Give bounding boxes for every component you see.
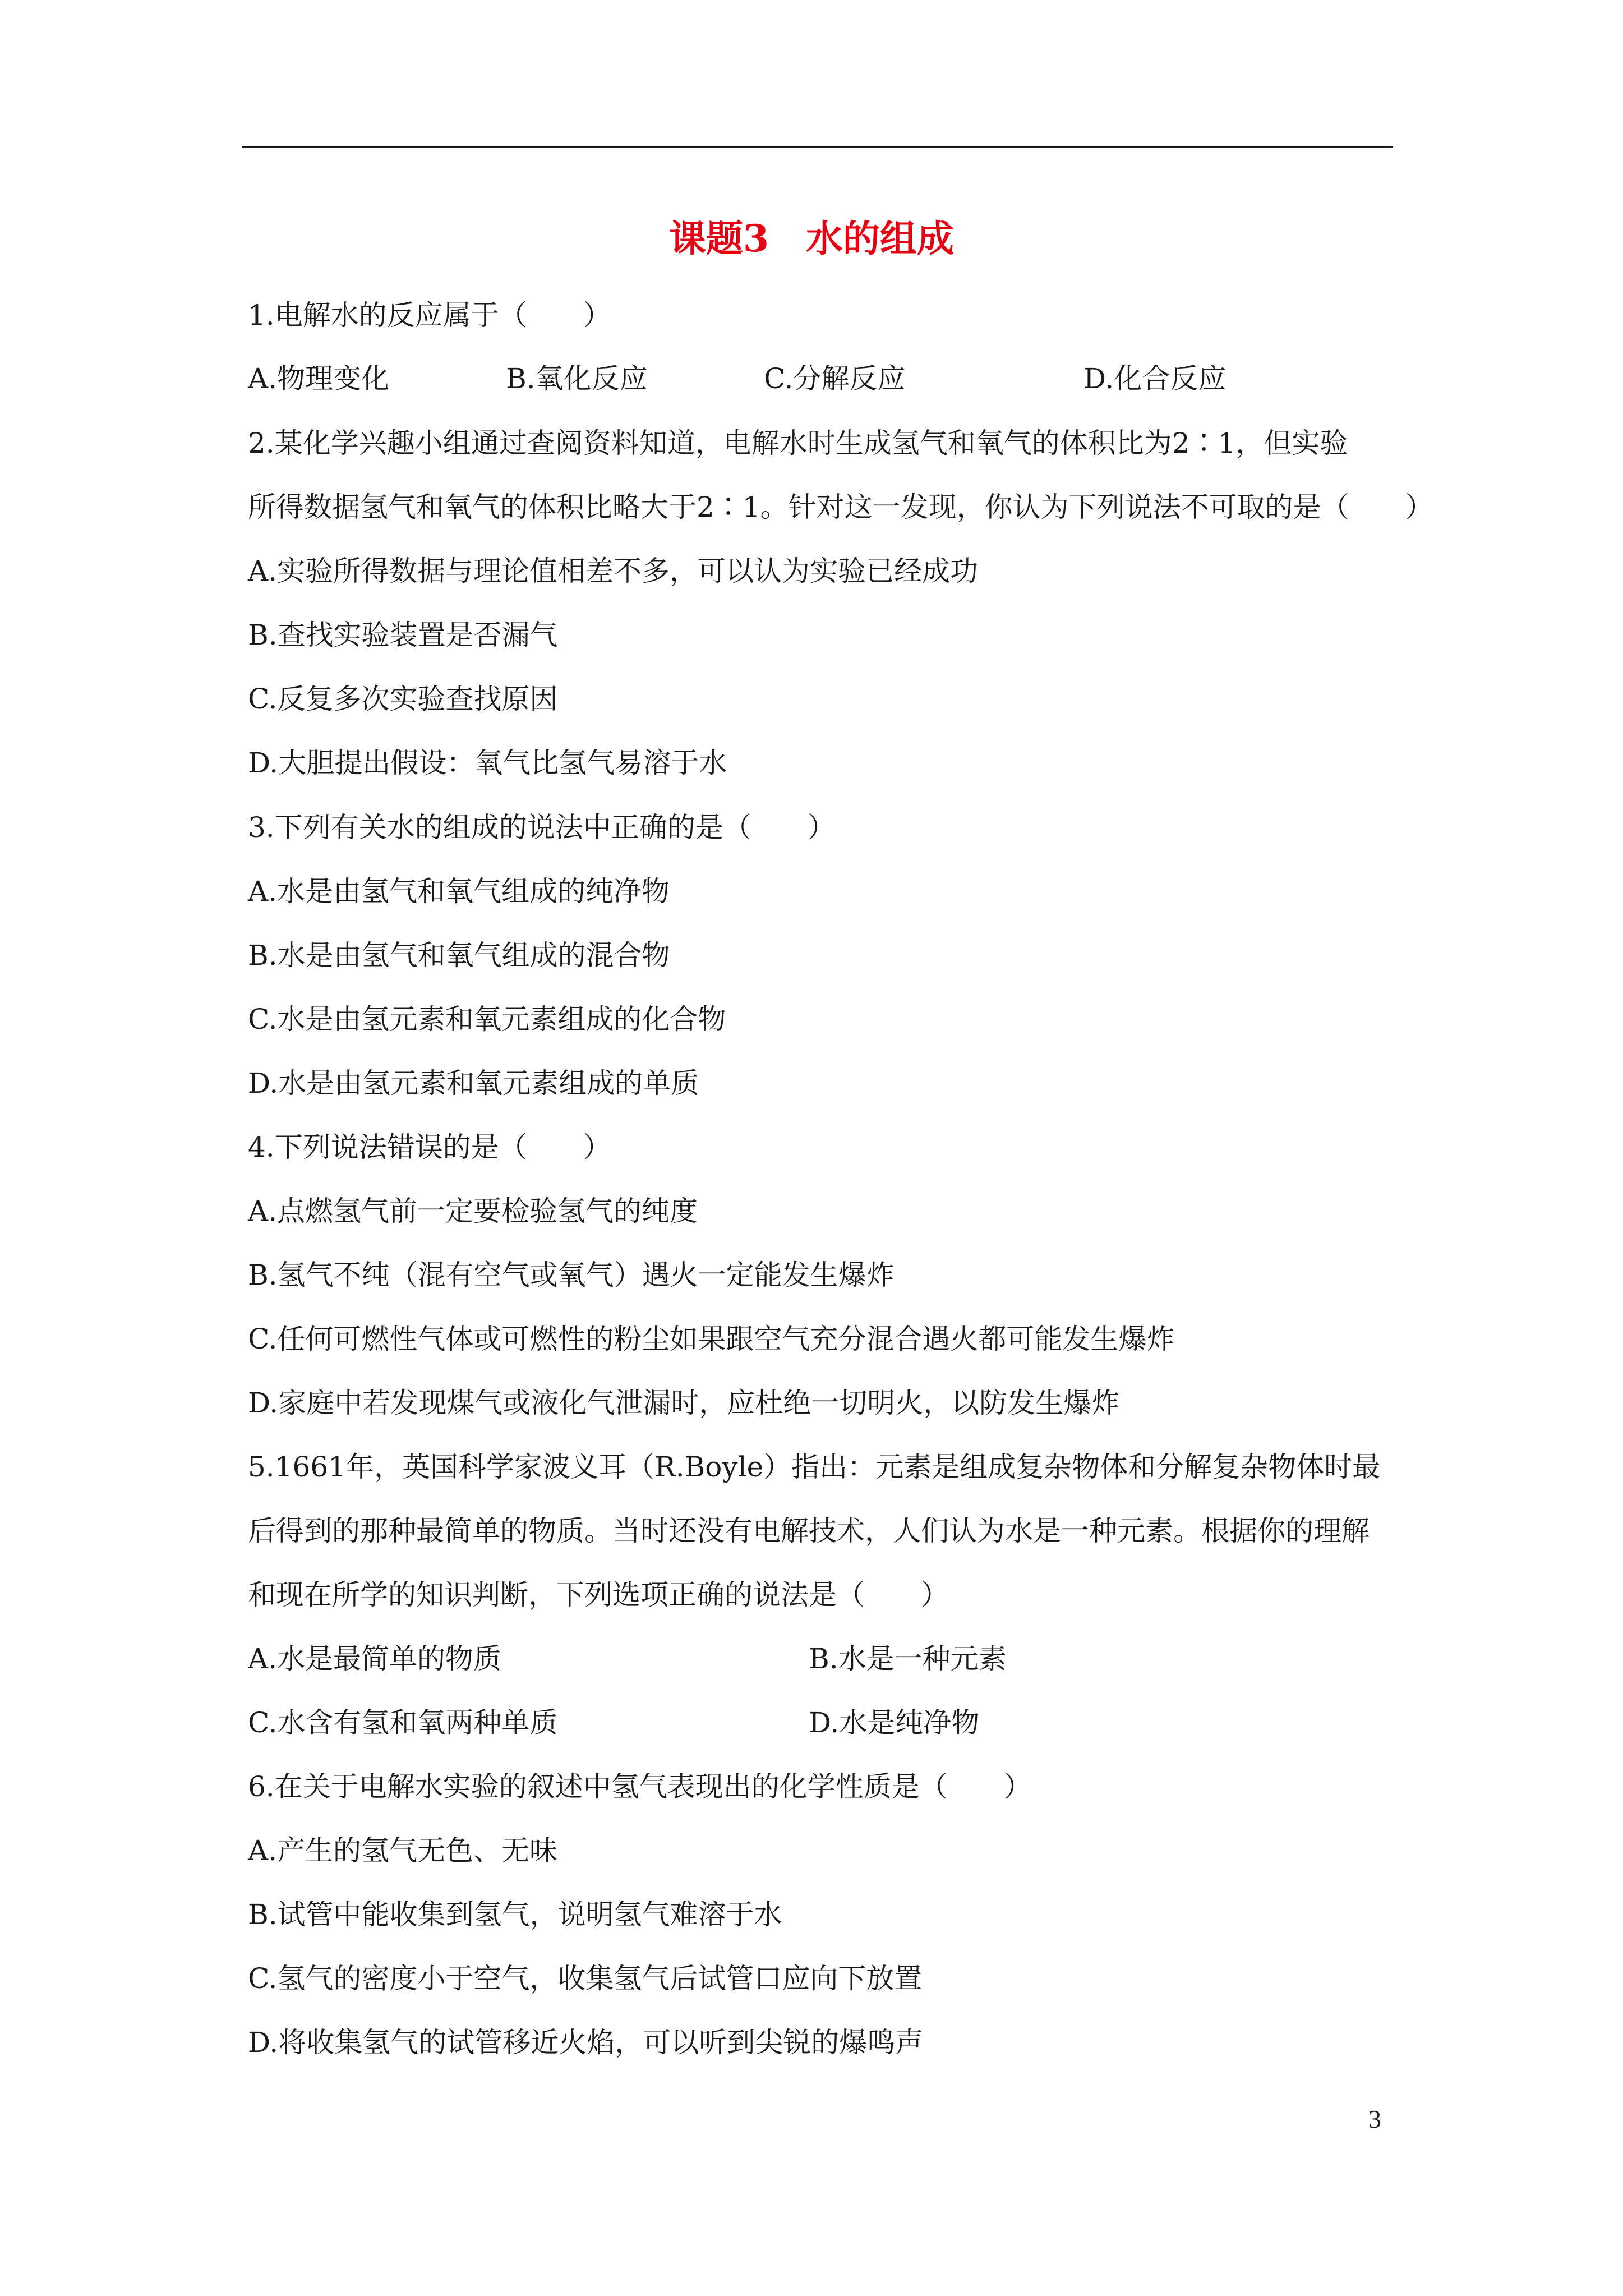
header-rule bbox=[242, 146, 1393, 148]
q2-option-a: A.实验所得数据与理论值相差不多，可以认为实验已经成功 bbox=[248, 555, 979, 587]
q6-option-a: A.产生的氢气无色、无味 bbox=[248, 1834, 558, 1867]
q4-option-d: D.家庭中若发现煤气或液化气泄漏时，应杜绝一切明火，以防发生爆炸 bbox=[248, 1387, 1120, 1419]
q1-stem: 1.电解水的反应属于（ ） bbox=[248, 299, 611, 332]
q1-option-b: B.氧化反应 bbox=[506, 362, 648, 395]
q3-option-a: A.水是由氢气和氧气组成的纯净物 bbox=[248, 875, 670, 908]
q5-option-a: A.水是最简单的物质 bbox=[248, 1642, 502, 1675]
q4-option-a: A.点燃氢气前一定要检验氢气的纯度 bbox=[248, 1195, 698, 1227]
q5-stem-line-1: 5.1661年，英国科学家波义耳（R.Boyle）指出：元素是组成复杂物体和分解复杂物体时最 bbox=[248, 1451, 1381, 1483]
q3-option-b: B.水是由氢气和氧气组成的混合物 bbox=[248, 939, 670, 972]
q5-option-d: D.水是纯净物 bbox=[809, 1706, 980, 1739]
q2-stem-line-2: 所得数据氢气和氧气的体积比略大于2∶1。针对这一发现，你认为下列说法不可取的是（ ） bbox=[248, 491, 1433, 523]
page-title: 课题3 水的组成 bbox=[669, 217, 954, 260]
q5-option-c: C.水含有氢和氧两种单质 bbox=[248, 1706, 558, 1739]
q1-option-d: D.化合反应 bbox=[1083, 362, 1227, 395]
q6-option-c: C.氢气的密度小于空气，收集氢气后试管口应向下放置 bbox=[248, 1962, 923, 1995]
q1-option-c: C.分解反应 bbox=[764, 362, 906, 395]
q6-option-d: D.将收集氢气的试管移近火焰，可以听到尖锐的爆鸣声 bbox=[248, 2026, 924, 2059]
q5-option-b: B.水是一种元素 bbox=[809, 1642, 1007, 1675]
q4-option-c: C.任何可燃性气体或可燃性的粉尘如果跟空气充分混合遇火都可能发生爆炸 bbox=[248, 1323, 1175, 1355]
q1-option-a: A.物理变化 bbox=[248, 362, 390, 395]
q3-option-d: D.水是由氢元素和氧元素组成的单质 bbox=[248, 1067, 699, 1099]
q2-option-b: B.查找实验装置是否漏气 bbox=[248, 619, 558, 651]
q4-option-b: B.氢气不纯（混有空气或氧气）遇火一定能发生爆炸 bbox=[248, 1259, 895, 1291]
q6-option-b: B.试管中能收集到氢气，说明氢气难溶于水 bbox=[248, 1898, 782, 1931]
q4-stem: 4.下列说法错误的是（ ） bbox=[248, 1131, 611, 1163]
q6-stem: 6.在关于电解水实验的叙述中氢气表现出的化学性质是（ ） bbox=[248, 1770, 1032, 1803]
q2-option-c: C.反复多次实验查找原因 bbox=[248, 683, 558, 715]
q3-option-c: C.水是由氢元素和氧元素组成的化合物 bbox=[248, 1003, 726, 1036]
q5-stem-line-3: 和现在所学的知识判断，下列选项正确的说法是（ ） bbox=[248, 1579, 949, 1611]
q5-stem-line-2: 后得到的那种最简单的物质。当时还没有电解技术，人们认为水是一种元素。根据你的理解 bbox=[248, 1515, 1370, 1547]
q2-option-d: D.大胆提出假设：氧气比氢气易溶于水 bbox=[248, 747, 727, 779]
page-number: 3 bbox=[1368, 2105, 1381, 2133]
q2-stem-line-1: 2.某化学兴趣小组通过查阅资料知道，电解水时生成氢气和氧气的体积比为2∶1，但实验 bbox=[248, 427, 1348, 459]
q3-stem: 3.下列有关水的组成的说法中正确的是（ ） bbox=[248, 811, 836, 844]
